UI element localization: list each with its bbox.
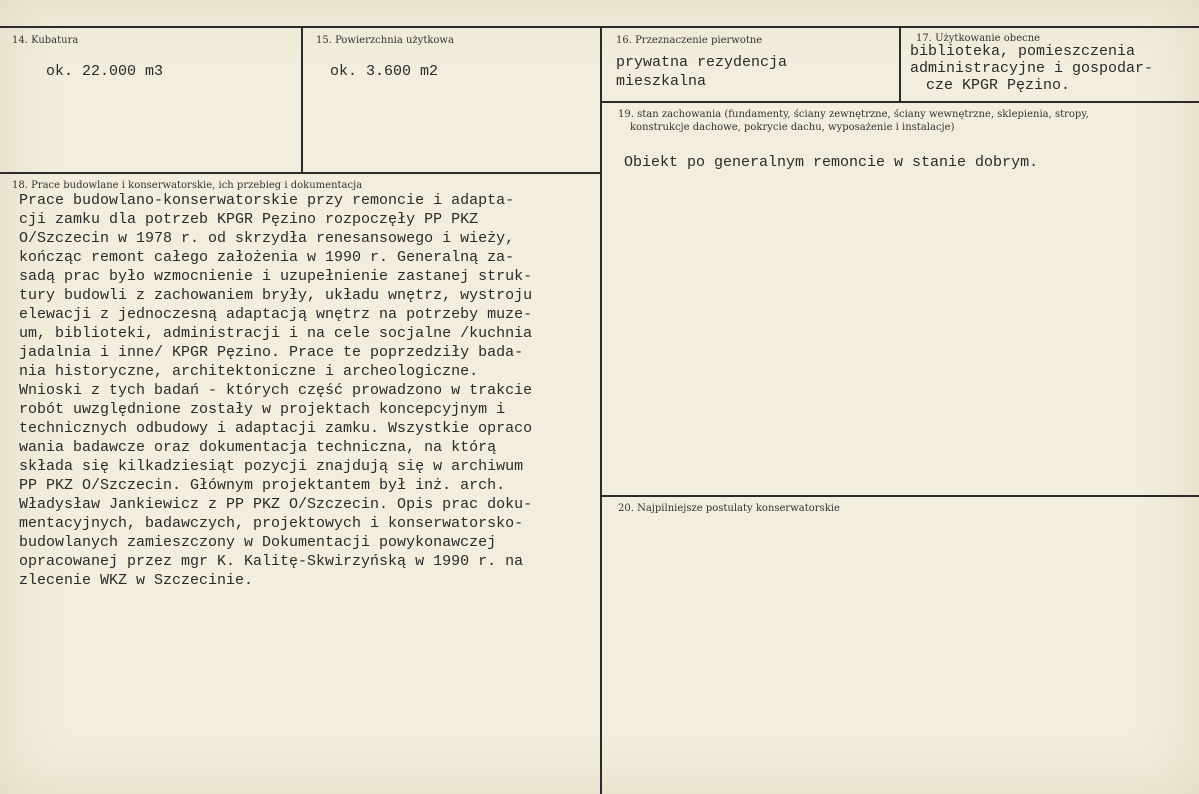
field-14-label: 14. Kubatura [12, 35, 79, 46]
col-divider-1 [301, 26, 303, 173]
row-divider-right-bottom [602, 495, 1199, 497]
field-18-line: kończąc remont całego założenia w 1990 r. Generalną za- [19, 249, 515, 266]
field-14-value: ok. 22.000 m3 [46, 63, 164, 80]
field-16-label: 16. Przeznaczenie pierwotne [616, 35, 763, 46]
field-16-value [616, 53, 787, 91]
field-18-line: sadą prac było wzmocnienie i uzupełnienie zastanej struk- [19, 268, 533, 285]
field-18-line: tury budowli z zachowaniem bryły, układu wnętrz, wystroju [19, 287, 533, 304]
field-18-line: mentacyjnych, badawczych, projektowych i konserwatorsko- [19, 515, 524, 532]
field-19-label-line: 19. stan zachowania (fundamenty, ściany zewnętrzne, ściany wewnętrzne, sklepienia, stropy, [618, 109, 1089, 120]
field-15-label: 15. Powierzchnia użytkowa [316, 35, 454, 46]
field-17-line: cze KPGR Pęzino. [926, 77, 1071, 94]
field-17-value [910, 43, 1153, 94]
field-17-line: administracyjne i gospodar- [910, 60, 1154, 77]
field-18-line: elewacji z jednoczesną adaptacją wnętrz na potrzeby muze- [19, 306, 533, 323]
field-18-line: technicznych odbudowy i adaptacji zamku. Wszystkie opraco [19, 420, 533, 437]
field-18-line: jadalnia i inne/ KPGR Pęzino. Prace te poprzedziły bada- [19, 344, 524, 361]
field-17-line: biblioteka, pomieszczenia [910, 43, 1136, 60]
field-18-label: 18. Prace budowlane i konserwatorskie, ich przebieg i dokumentacja [12, 180, 363, 191]
field-16-line: mieszkalna [616, 73, 707, 90]
field-18-line: zlecenie WKZ w Szczecinie. [19, 572, 254, 589]
field-19-label [618, 108, 1089, 134]
field-18-line: cji zamku dla potrzeb KPGR Pęzino rozpoczęły PP PKZ [19, 211, 479, 228]
field-18-line: Wnioski z tych badań - których część prowadzono w trakcie [19, 382, 533, 399]
field-19-value: Obiekt po generalnym remoncie w stanie dobrym. [624, 154, 1039, 171]
field-18-line: O/Szczecin w 1978 r. od skrzydła renesansowego i wieży, [19, 230, 515, 247]
field-18-line: opracowanej przez mgr K. Kalitę-Skwirzyńską w 1990 r. na [19, 553, 524, 570]
field-18-line: Władysław Jankiewicz z PP PKZ O/Szczecin. Opis prac doku- [19, 496, 533, 513]
col-divider-main [600, 26, 602, 794]
field-18-line: wania badawcze oraz dokumentacja techniczna, na którą [19, 439, 497, 456]
field-18-line: robót uwzględnione zostały w projektach koncepcyjnym i [19, 401, 506, 418]
field-18-text [19, 191, 532, 590]
field-18-line: nia historyczne, architektoniczne i archeologiczne. [19, 363, 479, 380]
field-18-line: składa się kilkadziesiąt pozycji znajdują się w archiwum [19, 458, 524, 475]
field-18-line: PP PKZ O/Szczecin. Głównym projektantem był inż. arch. [19, 477, 506, 494]
field-16-line: prywatna rezydencja [616, 54, 788, 71]
field-18-line: budowlanych zamieszczony w Dokumentacji powykonawczej [19, 534, 497, 551]
field-17-label: 17. Użytkowanie obecne [916, 33, 1041, 44]
col-divider-3 [899, 26, 901, 102]
field-15-value: ok. 3.600 m2 [330, 63, 439, 80]
field-19-label-line: konstrukcje dachowe, pokrycie dachu, wyposażenie i instalacje) [630, 122, 955, 133]
field-18-line: um, biblioteki, administracji i na cele socjalne /kuchnia [19, 325, 533, 342]
field-20-label: 20. Najpilniejsze postulaty konserwatorskie [618, 503, 840, 514]
field-18-line: Prace budowlano-konserwatorskie przy remoncie i adapta- [19, 192, 515, 209]
